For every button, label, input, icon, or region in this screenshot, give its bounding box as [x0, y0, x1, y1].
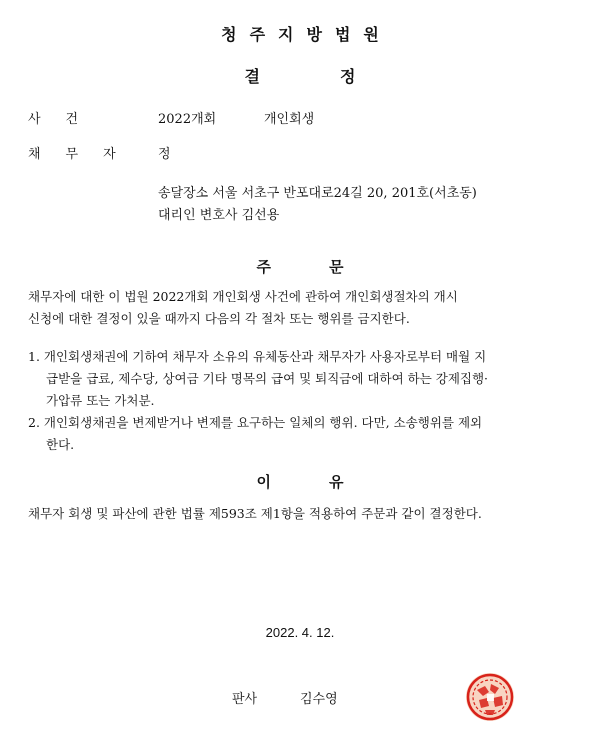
order-item-1-line-2: 급받을 급료, 제수당, 상여금 기타 명목의 급여 및 퇴직금에 대하여 하는 강제집행·	[46, 371, 489, 386]
order-heading: 주문	[256, 258, 402, 276]
legal-agent: 대리인 변호사 김선용	[158, 208, 280, 223]
order-item-1-line-3: 가압류 또는 가처분.	[46, 393, 155, 408]
court-name: 청주지방법원	[221, 25, 392, 44]
reason-text: 채무자 회생 및 파산에 관한 법률 제593조 제1항을 적용하여 주문과 같이 결정한다.	[28, 506, 482, 521]
service-address: 송달장소 서울 서초구 반포대로24길 20, 201호(서초동)	[158, 186, 477, 201]
debtor-name: 정	[158, 147, 171, 162]
order-intro-line-1: 채무자에 대한 이 법원 2022개회 개인회생 사건에 관하여 개인회생절차의 개시	[28, 289, 458, 304]
case-number: 2022개회	[158, 112, 217, 127]
case-name: 개인회생	[264, 112, 315, 127]
order-item-2-line-2: 한다.	[46, 437, 75, 452]
judge-title: 판사	[232, 692, 258, 707]
reason-heading: 이유	[256, 473, 402, 491]
order-item-2-line-1: 2. 개인회생채권을 변제받거나 변제를 요구하는 일체의 행위. 다만, 소송행위를 제외	[28, 415, 483, 430]
court-seal-stamp	[465, 672, 515, 722]
judge-name: 김수영	[300, 692, 338, 707]
case-label: 사건	[28, 112, 104, 127]
order-intro-line-2: 신청에 대한 결정이 있을 때까지 다음의 각 절차 또는 행위를 금지한다.	[28, 311, 410, 326]
debtor-label: 채무자	[28, 147, 141, 162]
order-item-1-line-1: 1. 개인회생채권에 기하여 채무자 소유의 유체동산과 채무자가 사용자로부터 매월 지	[28, 349, 487, 364]
document-title: 결정	[244, 67, 436, 86]
decision-date: 2022. 4. 12.	[265, 625, 335, 640]
